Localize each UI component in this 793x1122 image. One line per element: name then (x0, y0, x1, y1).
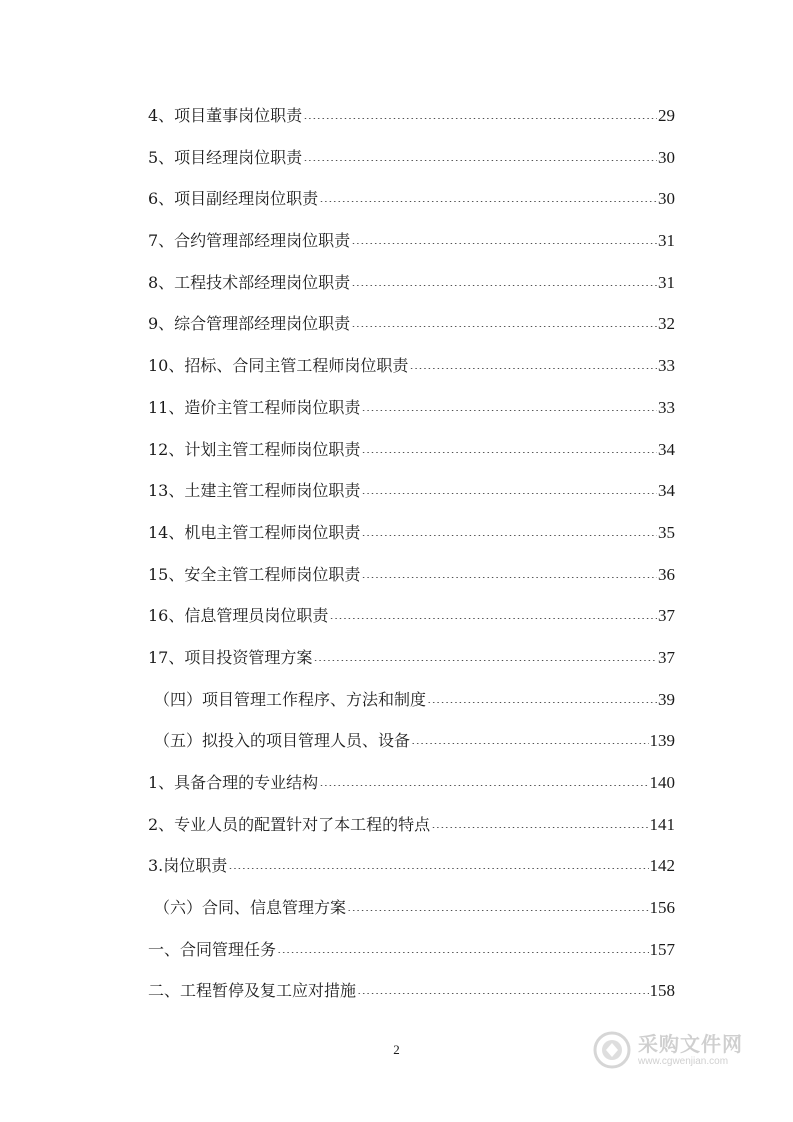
toc-entry-page: 29 (658, 106, 675, 125)
toc-entry[interactable] (148, 896, 675, 938)
toc-entry-page: 35 (658, 522, 675, 542)
toc-entry-page: 140 (649, 773, 675, 792)
toc-entry-page: 31 (658, 231, 675, 251)
toc-entry-title: 6、项目副经理岗位职责 (148, 189, 319, 209)
toc-entry-page: 39 (658, 689, 675, 709)
toc-entry-page: 158 (649, 981, 675, 1001)
toc-entry[interactable] (148, 688, 675, 730)
toc-entry-page: 142 (649, 856, 675, 876)
toc-dot-leader (351, 228, 657, 244)
toc-entry-title: （五）拟投入的项目管理人员、设备 (154, 731, 411, 751)
toc-dot-leader (361, 437, 657, 453)
toc-entry-page: 141 (649, 814, 675, 834)
toc-entry[interactable] (148, 187, 675, 229)
toc-entry-title: 15、安全主管工程师岗位职责 (148, 564, 361, 584)
toc-entry-page: 34 (658, 481, 675, 501)
toc-dot-leader (361, 478, 657, 494)
toc-entry[interactable] (148, 854, 675, 896)
toc-dot-leader (431, 812, 648, 828)
toc-entry[interactable] (148, 979, 675, 1021)
toc-entry-page: 157 (649, 939, 675, 959)
toc-dot-leader (319, 770, 648, 786)
toc-entry-page: 31 (658, 272, 675, 292)
toc-entry[interactable] (148, 354, 675, 396)
toc-dot-leader (319, 186, 657, 202)
toc-entry[interactable] (148, 604, 675, 646)
table-of-contents (148, 104, 675, 1021)
toc-entry[interactable] (148, 438, 675, 480)
toc-dot-leader (361, 520, 657, 536)
toc-entry-title: 一、合同管理任务 (148, 939, 277, 959)
toc-entry-page: 36 (658, 564, 675, 584)
toc-dot-leader (277, 937, 648, 953)
toc-entry[interactable] (148, 521, 675, 563)
toc-entry-title: 16、信息管理员岗位职责 (148, 606, 329, 626)
toc-entry-page: 37 (658, 647, 675, 667)
toc-entry-title: 3.岗位职责 (148, 856, 228, 876)
toc-entry[interactable] (148, 646, 675, 688)
toc-entry[interactable] (148, 563, 675, 605)
toc-entry-title: （六）合同、信息管理方案 (154, 898, 347, 918)
toc-dot-leader (303, 103, 657, 119)
toc-entry-title: 10、招标、合同主管工程师岗位职责 (148, 356, 409, 376)
toc-dot-leader (303, 145, 657, 161)
toc-entry-page: 156 (649, 898, 675, 918)
toc-entry[interactable] (148, 229, 675, 271)
page-number: 2 (393, 1042, 400, 1057)
toc-entry-title: 12、计划主管工程师岗位职责 (148, 439, 361, 459)
toc-entry-page: 34 (658, 439, 675, 459)
toc-entry-title: 4、项目董事岗位职责 (148, 106, 303, 125)
toc-entry[interactable] (148, 396, 675, 438)
watermark (592, 1024, 762, 1076)
toc-entry[interactable] (148, 271, 675, 313)
toc-entry-title: 14、机电主管工程师岗位职责 (148, 522, 361, 542)
toc-entry-title: 9、综合管理部经理岗位职责 (148, 314, 351, 334)
toc-entry-title: 2、专业人员的配置针对了本工程的特点 (148, 814, 431, 834)
toc-dot-leader (427, 687, 657, 703)
toc-dot-leader (361, 395, 657, 411)
toc-dot-leader (361, 562, 657, 578)
toc-entry-title: （四）项目管理工作程序、方法和制度 (154, 689, 427, 709)
toc-entry-title: 11、造价主管工程师岗位职责 (148, 397, 361, 417)
toc-dot-leader (347, 895, 648, 911)
toc-entry-title: 二、工程暂停及复工应对措施 (148, 981, 357, 1001)
toc-dot-leader (409, 353, 657, 369)
toc-entry-page: 30 (658, 147, 675, 167)
toc-entry[interactable] (148, 104, 675, 146)
toc-entry-page: 33 (658, 397, 675, 417)
toc-entry[interactable] (148, 813, 675, 855)
toc-entry[interactable] (148, 312, 675, 354)
toc-entry-page: 30 (658, 189, 675, 209)
toc-dot-leader (351, 311, 657, 327)
toc-dot-leader (357, 978, 648, 994)
toc-entry[interactable] (148, 729, 675, 771)
toc-entry[interactable] (148, 938, 675, 980)
toc-entry-title: 13、土建主管工程师岗位职责 (148, 481, 361, 501)
toc-entry-title: 17、项目投资管理方案 (148, 647, 313, 667)
toc-dot-leader (313, 645, 657, 661)
toc-entry[interactable] (148, 479, 675, 521)
cgwenjian-logo-icon (592, 1030, 632, 1070)
toc-entry-page: 37 (658, 606, 675, 626)
watermark-name: 采购文件网 (638, 1031, 743, 1056)
toc-entry[interactable] (148, 146, 675, 188)
toc-dot-leader (411, 728, 648, 744)
toc-dot-leader (351, 270, 657, 286)
toc-dot-leader (228, 853, 648, 869)
toc-entry-title: 1、具备合理的专业结构 (148, 773, 319, 792)
watermark-url: www.cgwenjian.com (638, 1055, 729, 1067)
toc-entry-title: 7、合约管理部经理岗位职责 (148, 231, 351, 251)
toc-entry-title: 8、工程技术部经理岗位职责 (148, 272, 351, 292)
toc-entry-page: 33 (658, 356, 675, 376)
toc-entry-page: 139 (649, 731, 675, 751)
toc-entry-page: 32 (658, 314, 675, 334)
toc-entry[interactable] (148, 771, 675, 813)
toc-entry-title: 5、项目经理岗位职责 (148, 147, 303, 167)
toc-dot-leader (329, 603, 657, 619)
